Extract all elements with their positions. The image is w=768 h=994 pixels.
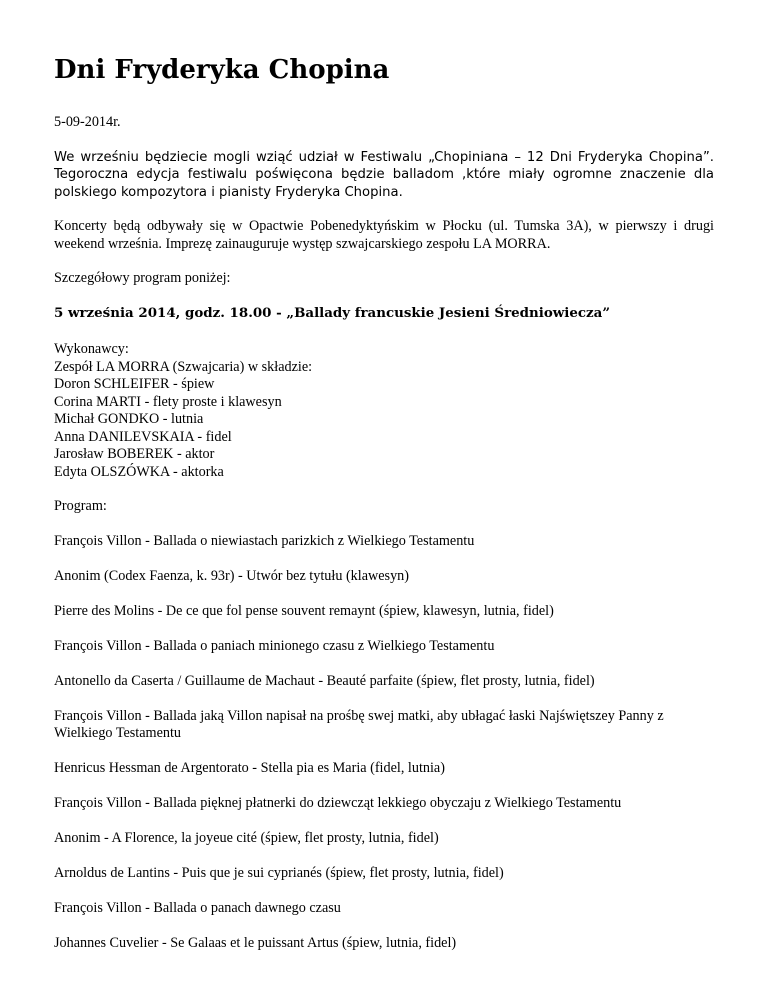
performer-line: Doron SCHLEIFER - śpiew xyxy=(54,376,215,392)
performers-label: Wykonawcy: xyxy=(54,341,129,357)
program-item: Pierre des Molins - De ce que fol pense souvent remaynt (śpiew, klawesyn, lutnia, fidel) xyxy=(54,602,554,619)
performer-line: Corina MARTI - flety proste i klawesyn xyxy=(54,393,282,410)
program-item: François Villon - Ballada o paniach minionego czasu z Wielkiego Testamentu xyxy=(54,637,495,654)
article-date: 5-09-2014r. xyxy=(54,114,121,130)
performers-list xyxy=(54,341,714,481)
performer-line: Michał GONDKO - lutnia xyxy=(54,411,204,427)
program-item: François Villon - Ballada pięknej płatnerki do dziewcząt lekkiego obyczaju z Wielkiego Testamentu xyxy=(54,795,622,811)
program-label: Program: xyxy=(54,498,107,514)
performer-line: Jarosław BOBEREK - aktor xyxy=(54,446,215,462)
program-item: Antonello da Caserta / Guillaume de Machaut - Beauté parfaite (śpiew, flet prosty, lutnia, fidel) xyxy=(54,672,595,689)
program-intro: Szczegółowy program poniżej: xyxy=(54,270,231,286)
program-item: Arnoldus de Lantins - Puis que je sui cyprianés (śpiew, flet prosty, lutnia, fidel) xyxy=(54,865,504,881)
page-title: Dni Fryderyka Chopina xyxy=(54,55,390,85)
intro-paragraph: We wrześniu będziecie mogli wziąć udział w Festiwalu „Chopiniana – 12 Dni Fryderyka Chopina”. Tegoroczna edycja festiwalu poświęcona będzie balladom ,które miały ogromne znaczenie dla polskiego kompozytora i pianisty Fryderyka Chopina. xyxy=(54,149,714,200)
program-item: François Villon - Ballada jaką Villon napisał na prośbę swej matki, aby ubłagać łaski Najświętszey Panny z Wielkiego Testamentu xyxy=(54,707,664,741)
venue-paragraph: Koncerty będą odbywały się w Opactwie Pobenedyktyńskim w Płocku (ul. Tumska 3A), w pierwszy i drugi weekend września. Imprezę zainauguruje występ szwajcarskiego zespołu LA MORRA. xyxy=(54,218,714,252)
program-item: Johannes Cuvelier - Se Galaas et le puissant Artus (śpiew, lutnia, fidel) xyxy=(54,935,457,951)
performer-line: Edyta OLSZÓWKA - aktorka xyxy=(54,463,224,480)
program-item: François Villon - Ballada o panach dawnego czasu xyxy=(54,900,341,916)
program-item: François Villon - Ballada o niewiastach parizkich z Wielkiego Testamentu xyxy=(54,532,475,549)
program-item: Anonim (Codex Faenza, k. 93r) - Utwór bez tytułu (klawesyn) xyxy=(54,567,409,584)
performer-line: Anna DANILEVSKAIA - fidel xyxy=(54,428,232,445)
concert-heading: 5 września 2014, godz. 18.00 - „Ballady francuskie Jesieni Średniowiecza” xyxy=(54,304,611,321)
program-item: Henricus Hessman de Argentorato - Stella pia es Maria (fidel, lutnia) xyxy=(54,760,445,776)
program-item: Anonim - A Florence, la joyeue cité (śpiew, flet prosty, lutnia, fidel) xyxy=(54,830,439,846)
ensemble-line: Zespół LA MORRA (Szwajcaria) w składzie: xyxy=(54,358,313,375)
